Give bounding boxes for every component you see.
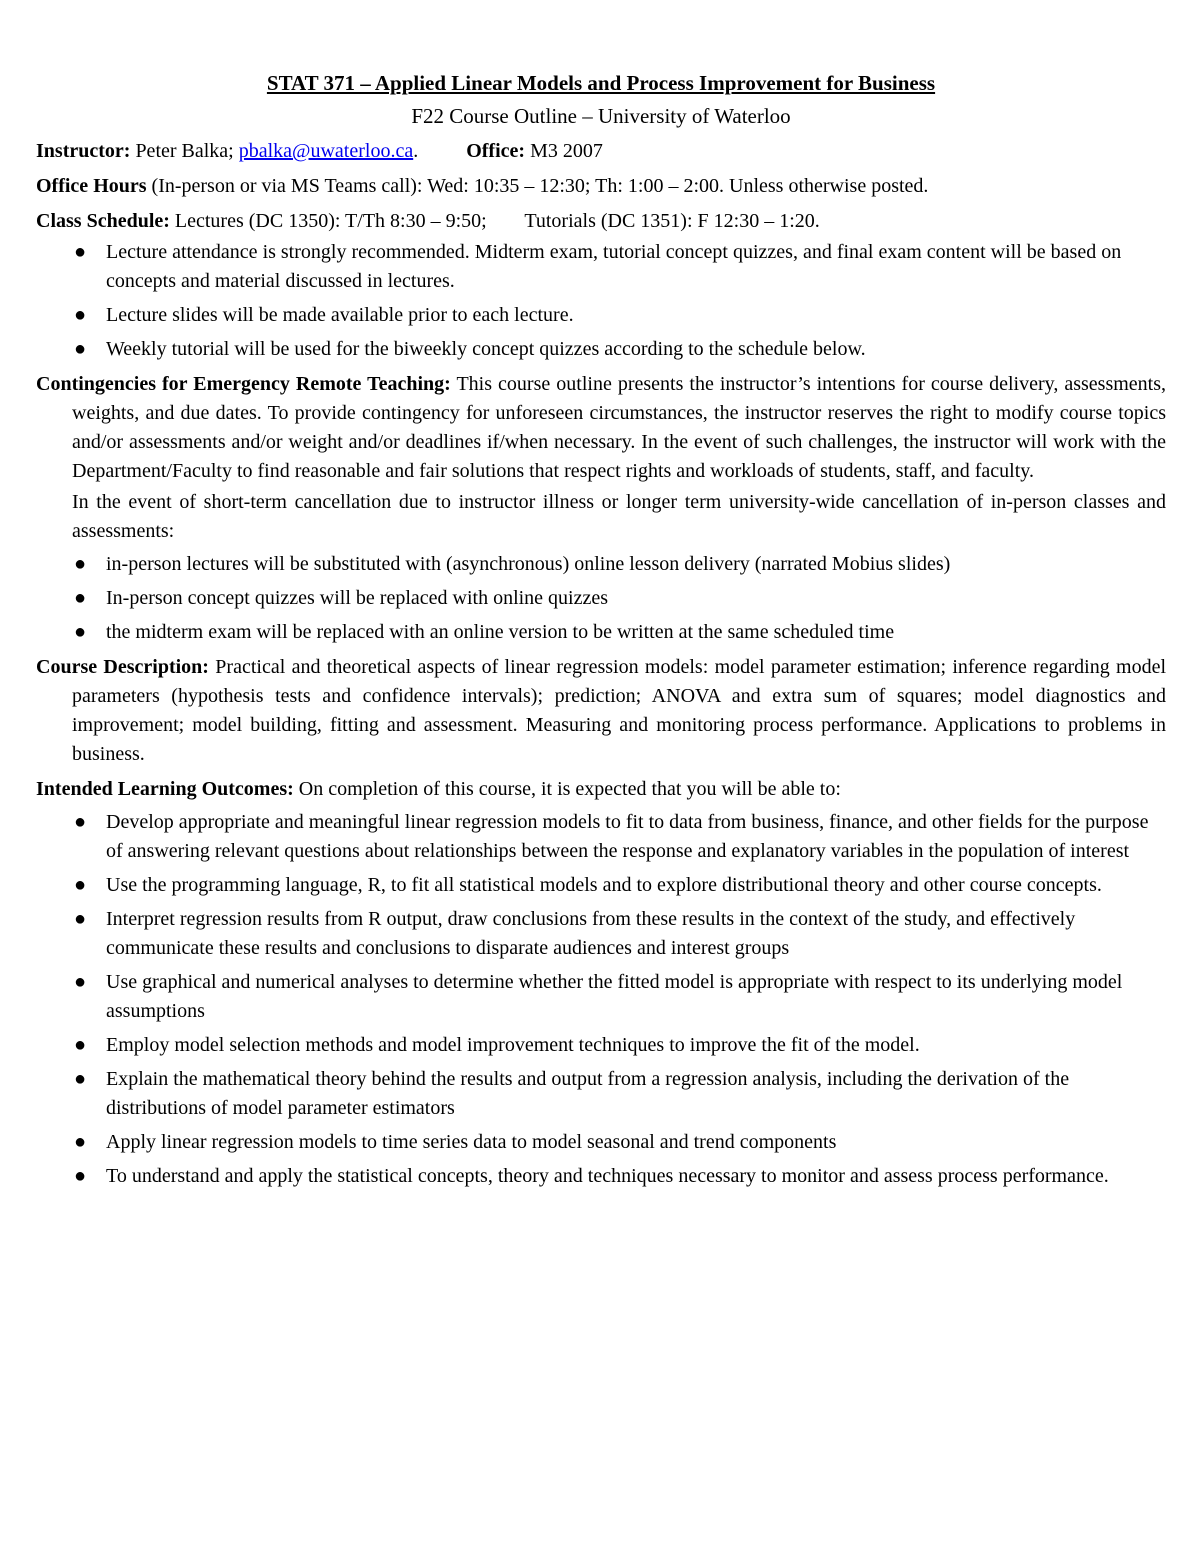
list-item: ● To understand and apply the statistical concepts, theory and techniques necessary to monitor and assess process performance. [36, 1162, 1166, 1191]
contingencies-text: This course outline presents the instructor’s intentions for course delivery, assessments, weights, and due dates. To provide contingency for unforeseen circumstances, the instructor reserves the right to modify course topics and/or assessments and/or weight and/or deadlines if/when necessary. In the event of such challenges, the instructor will work with the Department/Faculty to find reasonable and fair solutions that respect rights and workloads of students, staff, and faculty. [72, 373, 1167, 482]
list-item: ● Explain the mathematical theory behind the results and output from a regression analysis, including the derivation of the distributions of model parameter estimators [36, 1065, 1166, 1123]
course-description-paragraph [36, 653, 1166, 769]
bullet-icon: ● [74, 908, 87, 930]
contingencies-list [36, 550, 1166, 647]
class-schedule-label: Class Schedule: [36, 210, 170, 232]
office-value: M3 2007 [530, 140, 603, 162]
learning-outcomes-list [36, 808, 1166, 1191]
course-outline-page [36, 68, 1166, 1197]
class-schedule-tutorials: Tutorials (DC 1351): F 12:30 – 1:20. [524, 210, 820, 232]
class-schedule-lectures: Lectures (DC 1350): T/Th 8:30 – 9:50; [174, 210, 487, 232]
instructor-email-period: . [413, 140, 419, 162]
contingencies-label: Contingencies for Emergency Remote Teaching: [36, 373, 451, 395]
bullet-icon: ● [74, 553, 87, 575]
contingencies-paragraph-2: In the event of short-term cancellation due to instructor illness or longer term university-wide cancellation of in-person classes and assessments: [72, 491, 1166, 542]
course-description-label: Course Description: [36, 656, 209, 678]
list-item: ● Lecture slides will be made available prior to each lecture. [36, 301, 1166, 330]
bullet-icon: ● [74, 241, 87, 263]
office-label: Office: [466, 140, 526, 162]
list-item: ● Lecture attendance is strongly recommended. Midterm exam, tutorial concept quizzes, and final exam content will be based on concepts and material discussed in lectures. [36, 238, 1166, 296]
list-item: ● the midterm exam will be replaced with an online version to be written at the same scheduled time [36, 618, 1166, 647]
instructor-line [36, 137, 1166, 166]
list-item: ● Interpret regression results from R output, draw conclusions from these results in the context of the study, and effectively communicate these results and conclusions to disparate audiences and interest groups [36, 905, 1166, 963]
bullet-icon: ● [74, 1034, 87, 1056]
list-item: ● In-person concept quizzes will be replaced with online quizzes [36, 584, 1166, 613]
bullet-icon: ● [74, 1131, 87, 1153]
instructor-email-link[interactable]: pbalka@uwaterloo.ca [238, 140, 414, 162]
bullet-icon: ● [74, 338, 87, 360]
list-item: ● Develop appropriate and meaningful linear regression models to fit to data from business, finance, and other fields for the purpose of answering relevant questions about relationships between the response and explanatory variables in the population of interest [36, 808, 1166, 866]
learning-outcomes-heading [36, 775, 1166, 804]
learning-outcomes-section [36, 775, 1166, 1191]
page-subtitle: F22 Course Outline – University of Waterloo [411, 104, 791, 128]
list-item: ● Use the programming language, R, to fit all statistical models and to explore distributional theory and other course concepts. [36, 871, 1166, 900]
learning-outcomes-text: On completion of this course, it is expected that you will be able to: [298, 778, 841, 800]
bullet-icon: ● [74, 971, 87, 993]
page-title: STAT 371 – Applied Linear Models and Process Improvement for Business [266, 71, 936, 95]
list-item: ● Apply linear regression models to time series data to model seasonal and trend components [36, 1128, 1166, 1157]
bullet-icon: ● [74, 874, 87, 896]
instructor-name: Peter Balka; [135, 140, 234, 162]
bullet-icon: ● [74, 621, 87, 643]
course-description-text: Practical and theoretical aspects of linear regression models: model parameter estimation; inference regarding model parameters (hypothesis tests and confidence intervals); prediction; ANOVA and extra sum of squares; model diagnostics and improvement; model building, fitting and assessment. Measuring and monitoring process performance. Applications to problems in business. [72, 656, 1167, 765]
learning-outcomes-label: Intended Learning Outcomes: [36, 778, 294, 800]
instructor-label: Instructor: [36, 140, 131, 162]
class-schedule-line [36, 207, 1166, 236]
bullet-icon: ● [74, 811, 87, 833]
course-description-section [36, 653, 1166, 769]
bullet-icon: ● [74, 587, 87, 609]
list-item: ● Employ model selection methods and model improvement techniques to improve the fit of the model. [36, 1031, 1166, 1060]
office-hours-line [36, 172, 1166, 201]
bullet-icon: ● [74, 304, 87, 326]
bullet-icon: ● [74, 1068, 87, 1090]
contingencies-paragraph [36, 370, 1166, 486]
list-item: ● Use graphical and numerical analyses to determine whether the fitted model is appropriate with respect to its underlying model assumptions [36, 968, 1166, 1026]
bullet-icon: ● [74, 1165, 87, 1187]
list-item: ● in-person lectures will be substituted with (asynchronous) online lesson delivery (narrated Mobius slides) [36, 550, 1166, 579]
class-schedule-list [36, 238, 1166, 364]
office-hours-text: (In-person or via MS Teams call): Wed: 10:35 – 12:30; Th: 1:00 – 2:00. Unless otherwise posted. [151, 175, 929, 197]
list-item: ● Weekly tutorial will be used for the biweekly concept quizzes according to the schedule below. [36, 335, 1166, 364]
office-hours-label: Office Hours [36, 175, 147, 197]
contingencies-section [36, 370, 1166, 647]
